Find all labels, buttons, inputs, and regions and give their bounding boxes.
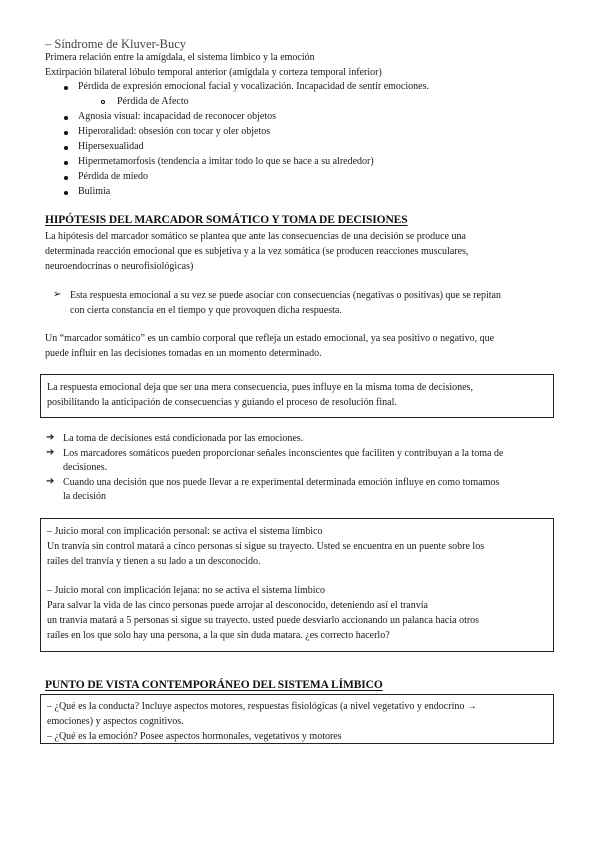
kluver-bullet-1: Pérdida de expresión emocional facial y vocalización. Incapacidad de sentir emociones. [78,81,429,92]
kluver-bullet-6: Pérdida de miedo [78,171,148,182]
arrow-icon: ➔ [46,432,55,443]
conducta-line-1: – ¿Qué es la conducta? Incluye aspectos motores, respuestas fisiológicas (a nivel vegetativo y endocrino → [47,701,477,712]
kluver-intro-1: Primera relación entre la amígdala, el sistema límbico y la emoción [45,52,315,63]
bullet-icon [64,86,68,90]
bullet-icon [64,146,68,150]
bullet-icon [64,131,68,135]
decision-arrow-3b: la decisión [63,491,107,502]
bullet-icon [64,191,68,195]
marcador-para-2: determinada reacción emocional que es subjetiva y a la vez somática (se producen reacciones musculares, [45,246,469,257]
decision-arrow-2b: decisiones. [63,462,108,473]
box1-line-1: La respuesta emocional deja que ser una mera consecuencia, pues influye en la misma toma de decisiones, [47,382,473,393]
contemporaneo-heading: PUNTO DE VISTA CONTEMPORÁNEO DEL SISTEMA LÍMBICO [45,679,383,691]
decision-arrow-3a: Cuando una decisión que nos puede llevar a re experimental determinada emoción influye en como tomamos [63,477,500,488]
circle-bullet-icon [101,100,105,104]
kluver-sub-bullet: Pérdida de Afecto [117,96,189,107]
juicio-personal-title: – Juicio moral con implicación personal: se activa el sistema límbico [47,526,323,537]
decision-arrow-1: La toma de decisiones está condicionada por las emociones. [63,433,304,444]
kluver-bullet-2: Agnosia visual: incapacidad de reconocer objetos [78,111,276,122]
kluver-bullet-5: Hipermetamorfosis (tendencia a imitar todo lo que se hace a su alrededor) [78,156,374,167]
juicio-lejana-line-3: raíles en los que solo hay una persona, a la que sin duda matara. ¿es correcto hacerlo? [47,630,390,641]
kluver-bullet-4: Hipersexualidad [78,141,144,152]
marcador-arrow-item-2: con cierta constancia en el tiempo y que provoquen dicha respuesta. [70,305,342,316]
marcador-definition-1: Un “marcador somático” es un cambio corporal que refleja un estado emocional, ya sea positivo o negativo, que [45,333,495,344]
bullet-icon [64,116,68,120]
kluver-title: – Síndrome de Kluver-Bucy [45,37,187,51]
juicio-personal-line-2: raíles del tranvía y tienen a su lado a un desconocido. [47,556,261,567]
juicio-lejana-line-1: Para salvar la vida de las cinco personas puede arrojar al desconocido, deteniendo así el tranvía [47,600,428,611]
chevron-arrow-icon: ➢ [53,289,62,300]
emocion-line: – ¿Qué es la emoción? Posee aspectos hormonales, vegetativos y motores [47,731,342,742]
decision-arrow-2a: Los marcadores somáticos pueden proporcionar señales inconscientes que faciliten y contribuyan a la toma de [63,448,504,459]
juicio-personal-line-1: Un tranvía sin control matará a cinco personas si sigue su trayecto. Usted se encuentra en un puente sobre los [47,541,485,552]
arrow-icon: ➔ [46,476,55,487]
conducta-line-2: emociones) y aspectos cognitivos. [47,716,184,727]
marcador-definition-2: puede influir en las decisiones tomadas en un momento determinado. [45,348,322,359]
marcador-arrow-item-1: Esta respuesta emocional a su vez se puede asociar con consecuencias (negativas o positivas) que se repitan [70,290,501,301]
kluver-bullet-7: Bulimia [78,186,111,197]
arrow-icon: ➔ [46,447,55,458]
box1-line-2: posibilitando la anticipación de consecuencias y guiando el proceso de resolución final. [47,397,397,408]
bullet-icon [64,161,68,165]
juicio-lejana-title: – Juicio moral con implicación lejana: no se activa el sistema límbico [47,585,325,596]
bullet-icon [64,176,68,180]
kluver-intro-2: Extirpación bilateral lóbulo temporal anterior (amígdala y corteza temporal inferior) [45,67,382,78]
marcador-para-1: La hipótesis del marcador somático se plantea que ante las consecuencias de una decisión se produce una [45,231,466,242]
marcador-heading: HIPÓTESIS DEL MARCADOR SOMÁTICO Y TOMA DE DECISIONES [45,214,408,226]
juicio-lejana-line-2: un tranvía matará a 5 personas si sigue su trayecto. usted puede desviarlo accionando un palanca hacia otros [47,615,480,626]
marcador-para-3: neuroendocrinas o neurofisiológicas) [45,261,194,272]
kluver-bullet-3: Hiperoralidad: obsesión con tocar y oler objetos [78,126,271,137]
